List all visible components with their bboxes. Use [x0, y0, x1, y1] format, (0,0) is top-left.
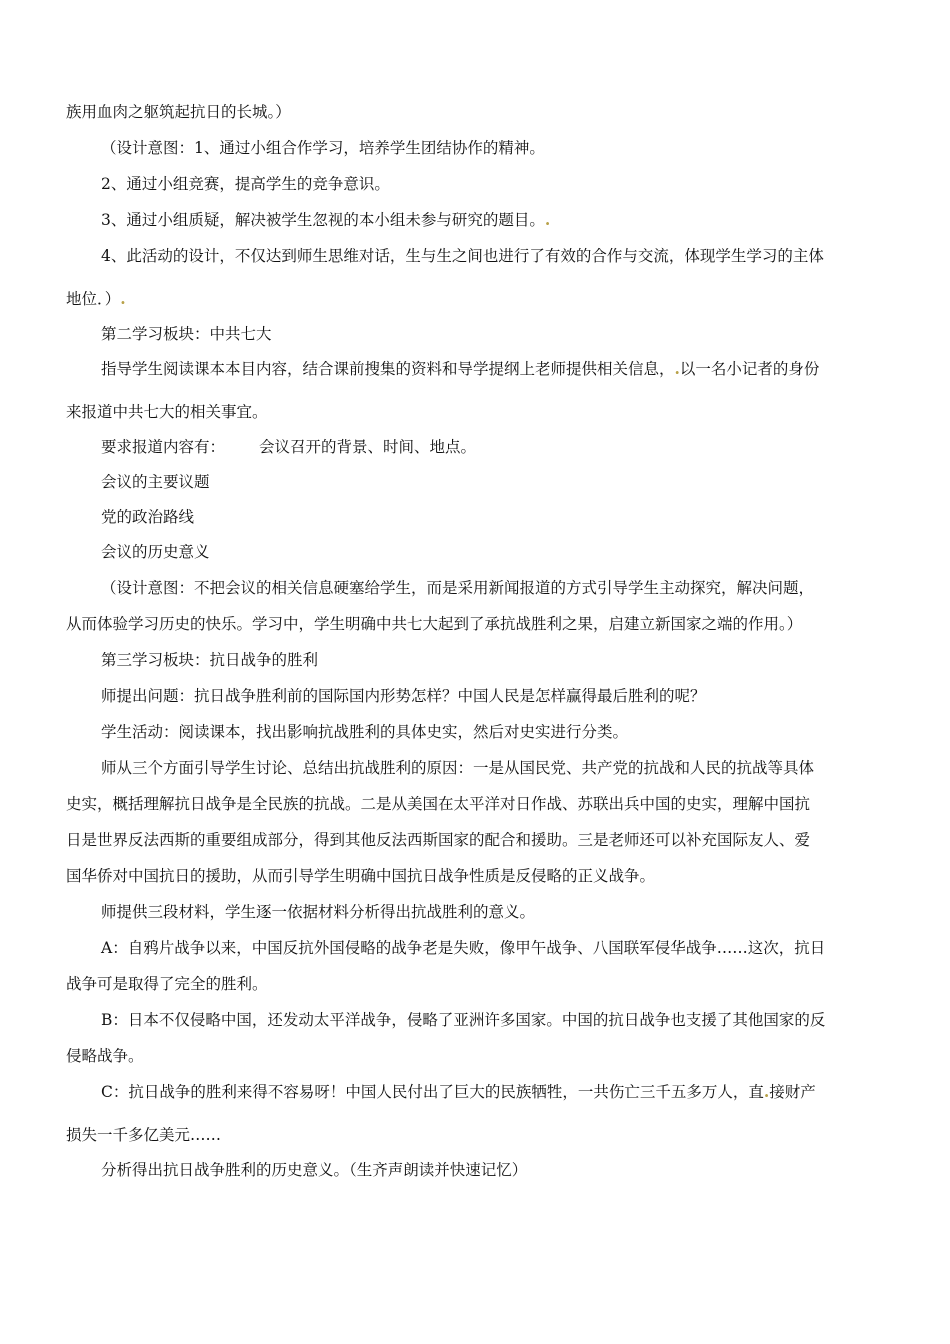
text-line: （设计意图：不把会议的相关信息硬塞给学生，而是采用新闻报道的方式引导学生主动探究，解决问题， — [101, 579, 815, 597]
text-line: 从而体验学习历史的快乐。学习中，学生明确中共七大起到了承抗战胜利之果，启建立新国家之端的作用。） — [66, 615, 803, 633]
text-line — [66, 289, 126, 309]
section-heading: 第二学习板块：中共七大 — [101, 325, 272, 343]
text-line: 史实，概括理解抗日战争是全民族的抗战。二是从美国在太平洋对日作战、苏联出兵中国的史实，理解中国抗 — [66, 795, 811, 813]
text-segment: 会议召开的背景、时间、地点。 — [259, 438, 477, 456]
text-line: 师从三个方面引导学生讨论、总结出抗战胜利的原因：一是从国民党、共产党的抗战和人民的抗战等具体 — [101, 759, 815, 777]
stray-mark: . — [544, 210, 551, 229]
text-line: B：日本不仅侵略中国，还发动太平洋战争，侵略了亚洲许多国家。中国的抗日战争也支援了其他国家的反 — [101, 1011, 826, 1029]
text-segment: 接财产 — [769, 1083, 816, 1101]
text-line: A：自鸦片战争以来，中国反抗外国侵略的战争老是失败，像甲午战争、八国联军侵华战争……这次，抗日 — [101, 939, 826, 957]
text-line: 日是世界反法西斯的重要组成部分，得到其他反法西斯国家的配合和援助。三是老师还可以补充国际友人、爱 — [66, 831, 811, 849]
stray-mark: . — [674, 359, 680, 378]
text-line: 族用血肉之躯筑起抗日的长城。） — [66, 103, 291, 121]
text-segment: 指导学生阅读课本本目内容，结合课前搜集的资料和导学提纲上老师提供相关信息， — [101, 360, 675, 378]
section-heading: 第三学习板块：抗日战争的胜利 — [101, 651, 319, 669]
text-line — [101, 437, 476, 457]
text-line — [101, 359, 819, 379]
text-line: 4、此活动的设计，不仅达到师生思维对话，生与生之间也进行了有效的合作与交流，体现学生学习的主体 — [101, 247, 824, 265]
stray-mark: . — [120, 289, 126, 308]
text-line: 分析得出抗日战争胜利的历史意义。（生齐声朗读并快速记忆） — [101, 1161, 528, 1179]
text-line — [101, 1082, 816, 1102]
text-line: 学生活动：阅读课本，找出影响抗战胜利的具体史实，然后对史实进行分类。 — [101, 723, 629, 741]
text-line: 师提出问题：抗日战争胜利前的国际国内形势怎样？中国人民是怎样赢得最后胜利的呢？ — [101, 687, 706, 705]
text-line: 国华侨对中国抗日的援助，从而引导学生明确中国抗日战争性质是反侵略的正义战争。 — [66, 867, 656, 885]
text-line: 损失一千多亿美元…… — [66, 1126, 222, 1144]
text-line: 党的政治路线 — [101, 508, 195, 526]
text-line: 2、通过小组竞赛，提高学生的竞争意识。 — [101, 175, 390, 193]
text-segment: 以一名小记者的身份 — [679, 360, 820, 378]
text-line: 会议的主要议题 — [101, 473, 210, 491]
text-line: 战争可是取得了完全的胜利。 — [66, 975, 268, 993]
text-line: 来报道中共七大的相关事宜。 — [66, 403, 268, 421]
text-line: 侵略战争。 — [66, 1047, 144, 1065]
text-segment: 3、通过小组质疑，解决被学生忽视的本小组未参与研究的题目。 — [101, 211, 545, 229]
text-line: 师提供三段材料，学生逐一依据材料分析得出抗战胜利的意义。 — [101, 903, 536, 921]
stray-mark: . — [763, 1082, 770, 1101]
text-segment: C：抗日战争的胜利来得不容易呀！中国人民付出了巨大的民族牺牲，一共伤亡三千五多万人，直 — [101, 1083, 764, 1101]
text-segment: 地位．） — [66, 290, 121, 308]
text-line: （设计意图：1、通过小组合作学习，培养学生团结协作的精神。 — [101, 139, 545, 157]
text-line: 会议的历史意义 — [101, 543, 210, 561]
text-segment: 要求报道内容有： — [101, 438, 226, 456]
text-line — [101, 210, 550, 230]
